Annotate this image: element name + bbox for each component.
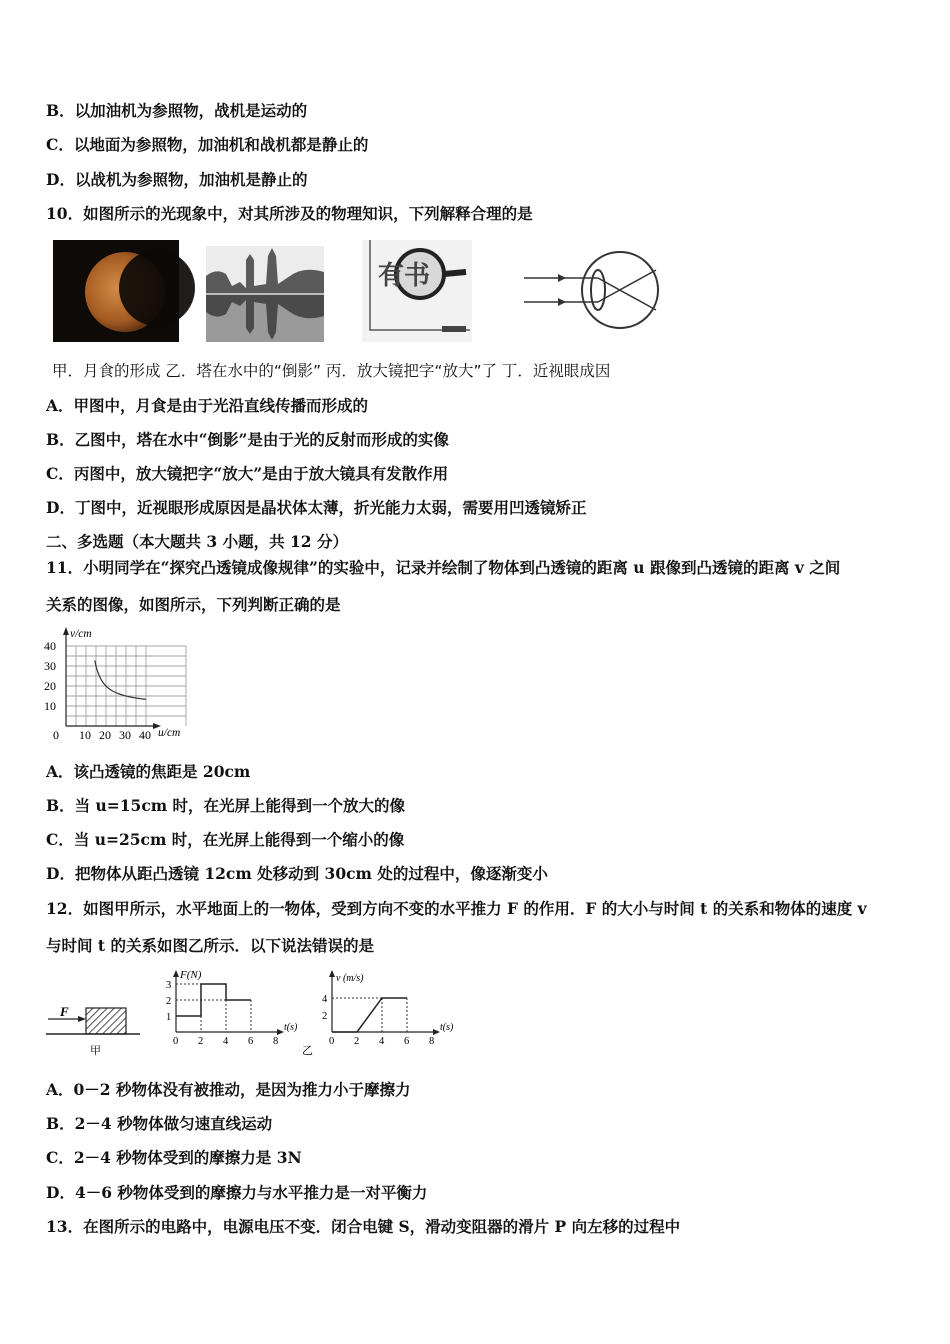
uv-x-tick-label: 20 <box>99 728 111 742</box>
vt-x-tick-label: 8 <box>429 1036 435 1047</box>
ft-x-label: t(s) <box>284 1022 298 1033</box>
tower-reflection-photo <box>206 246 324 342</box>
magnifier-photo <box>362 240 472 342</box>
uv-x-tick-label: 30 <box>119 728 131 742</box>
vt-x-label: t(s) <box>440 1022 454 1033</box>
uv-graph <box>40 624 210 750</box>
q12-option-c: C．2－4 秒物体受到的摩擦力是 3N <box>46 1148 302 1167</box>
vt-x-tick-label: 4 <box>379 1036 385 1047</box>
vt-x-tick-label: 6 <box>404 1036 410 1047</box>
force-time-graph <box>160 968 313 1062</box>
uv-x-tick-label: 10 <box>79 728 91 742</box>
uv-x-tick-label: 40 <box>139 728 151 742</box>
q10-figure-caption: 甲．月食的形成 乙．塔在水中的“倒影” 丙．放大镜把字“放大”了 丁．近视眼成因 <box>52 362 611 380</box>
q11-option-a: A．该凸透镜的焦距是 20cm <box>46 762 251 781</box>
q11-option-d: D．把物体从距凸透镜 12cm 处移动到 30cm 处的过程中，像逐渐变小 <box>46 864 548 883</box>
q11-option-c: C．当 u=25cm 时，在光屏上能得到一个缩小的像 <box>46 830 405 849</box>
fig-yi-label: 乙 <box>302 1045 313 1057</box>
magnifier-text: 有书 <box>378 261 431 290</box>
force-label: F <box>60 1004 69 1019</box>
q10-option-a: A．甲图中，月食是由于光沿直线传播而形成的 <box>46 396 369 415</box>
uv-y-label: v/cm <box>70 628 92 640</box>
vt-x-tick-label: 0 <box>329 1036 335 1047</box>
uv-x-label: u/cm <box>158 727 181 739</box>
q10-stem: 10．如图所示的光现象中，对其所涉及的物理知识，下列解释合理的是 <box>46 204 533 223</box>
ft-y-tick-label: 1 <box>166 1012 172 1023</box>
ft-x-tick-label: 4 <box>223 1036 229 1047</box>
q9-option-d: D．以战机为参照物，加油机是静止的 <box>46 170 308 189</box>
ft-x-tick-label: 0 <box>173 1036 179 1047</box>
q11-stem-line2: 关系的图像，如图所示，下列判断正确的是 <box>46 595 341 614</box>
ft-x-tick-label: 6 <box>248 1036 254 1047</box>
vt-y-label: v (m/s) <box>336 973 364 984</box>
vt-y-tick-label: 4 <box>322 994 328 1005</box>
q9-option-b: B．以加油机为参照物，战机是运动的 <box>46 101 308 120</box>
uv-y-tick-label: 30 <box>44 659 56 673</box>
q10-option-b: B．乙图中，塔在水中“倒影”是由于光的反射而形成的实像 <box>46 430 449 449</box>
uv-grid <box>66 646 186 726</box>
vt-x-tick-label: 2 <box>354 1036 360 1047</box>
q11-option-b: B．当 u=15cm 时，在光屏上能得到一个放大的像 <box>46 796 406 815</box>
section-heading: 二、多选题（本大题共 3 小题，共 12 分） <box>46 532 348 551</box>
lunar-eclipse-photo <box>53 240 179 342</box>
uv-y-tick-label: 20 <box>44 679 56 693</box>
ft-y-tick-label: 3 <box>166 980 172 991</box>
ft-y-tick-label: 2 <box>166 996 172 1007</box>
q12-option-b: B．2－4 秒物体做匀速直线运动 <box>46 1114 273 1133</box>
fig-jia-label: 甲 <box>90 1045 101 1057</box>
q12-stem-line2: 与时间 t 的关系如图乙所示．以下说法错误的是 <box>46 936 374 955</box>
q12-option-a: A．0－2 秒物体没有被推动，是因为推力小于摩擦力 <box>46 1080 411 1099</box>
uv-y-tick-label: 10 <box>44 699 56 713</box>
q13-stem: 13．在图所示的电路中，电源电压不变．闭合电键 S，滑动变阻器的滑片 P 向左移的过程中 <box>46 1217 681 1236</box>
myopia-eye-diagram <box>520 244 662 336</box>
vt-y-tick-label: 2 <box>322 1011 328 1022</box>
q11-stem-line1: 11．小明同学在“探究凸透镜成像规律”的实验中，记录并绘制了物体到凸透镜的距离 u 跟像到凸透镜的距离 v 之间 <box>46 558 841 577</box>
ft-x-tick-label: 2 <box>198 1036 204 1047</box>
q9-option-c: C．以地面为参照物，加油机和战机都是静止的 <box>46 135 369 154</box>
uv-origin-label: 0 <box>53 728 59 742</box>
block <box>86 1008 126 1034</box>
q12-option-d: D．4－6 秒物体受到的摩擦力与水平推力是一对平衡力 <box>46 1183 428 1202</box>
uv-y-tick-label: 40 <box>44 639 56 653</box>
q12-stem-line1: 12．如图甲所示，水平地面上的一物体，受到方向不变的水平推力 F 的作用．F 的大小与时间 t 的关系和物体的速度 v <box>46 899 867 918</box>
block-push-diagram <box>46 998 146 1062</box>
q10-option-d: D．丁图中，近视眼形成原因是晶状体太薄，折光能力太弱，需要用凹透镜矫正 <box>46 498 587 517</box>
velocity-time-graph <box>316 968 466 1062</box>
vt-line <box>332 998 407 1032</box>
uv-y-arrow <box>63 627 69 635</box>
ft-y-label: F(N) <box>180 969 202 981</box>
q10-option-c: C．丙图中，放大镜把字“放大”是由于放大镜具有发散作用 <box>46 464 449 483</box>
ft-x-tick-label: 8 <box>273 1036 279 1047</box>
